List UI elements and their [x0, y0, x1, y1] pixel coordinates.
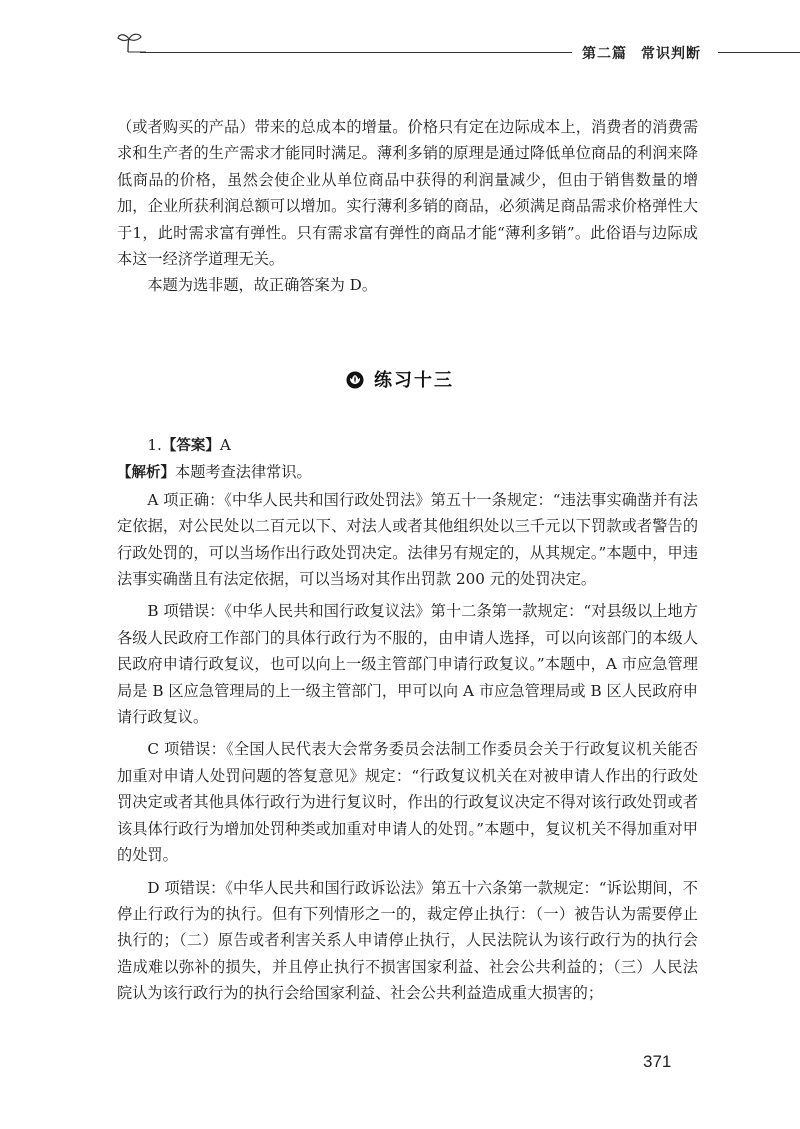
analysis-intro: 本题考查法律常识。 — [175, 463, 312, 482]
option-b-explanation: B 项错误：《中华人民共和国行政复议法》第十二条第一款规定：“对县级以上地方各级人民政府工作部门的具体行政行为不服的，由申请人选择，可以向该部门的本级人民政府申请行政复议，也可以向上一级主管部门申请行政复议。”本题中，A 市应急管理局是 B 区应急管理局的上一级主管部门，甲可以向 A 市应急管理局或 B 区人民政府申请行政复议。 — [117, 602, 698, 727]
continuation-text — [117, 114, 698, 299]
sprout-icon — [116, 30, 146, 54]
flower-bullet-icon — [346, 371, 364, 389]
option-d-explanation: D 项错误：《中华人民共和国行政诉讼法》第五十六条第一款规定：“诉讼期间，不停止行政行为的执行。但有下列情形之一的，裁定停止执行：（一）被告认为需要停止执行的；（二）原告或者利害关系人申请停止执行，人民法院认为该行政行为的执行会造成难以弥补的损失，并且停止执行不损害国家利益、社会公共利益的；（三）人民法院认为该行政行为的执行会给国家利益、社会公共利益造成重大损害的； — [117, 878, 698, 1003]
running-header — [582, 43, 701, 63]
header-part: 第二篇 — [582, 46, 627, 62]
answer-conclusion: 本题为选非题，故正确答案为 D。 — [147, 276, 378, 295]
option-a-explanation: A 项正确：《中华人民共和国行政处罚法》第五十一条规定：“违法事实确凿并有法定依据，对公民处以二百元以下、对法人或者其他组织处以三千元以下罚款或者警告的行政处罚的，可以当场作出行政处罚决定。法律另有规定的，从其规定。”本题中，甲违法事实确凿且有法定依据，可以当场对其作出罚款 200 元的处罚决定。 — [117, 490, 698, 589]
page-number: 371 — [643, 1052, 672, 1071]
header-rule-left — [140, 52, 572, 53]
section-title: 练习十三 — [374, 370, 454, 391]
header-title: 常识判断 — [641, 46, 701, 62]
continuation-paragraph: （或者购买的产品）带来的总成本的增量。价格只有定在边际成本上，消费者的消费需求和生产者的生产需求才能同时满足。薄利多销的原理是通过降低单位商品的利润来降低商品的价格，虽然会使企业从单位商品中获得的利润量减少，但由于销售数量的增加，企业所获利润总额可以增加。实行薄利多销的商品，必须满足商品需求价格弹性大于1，此时需求富有弹性。只有需求富有弹性的商品才能“薄利多销”。此俗语与边际成本这一经济学道理无关。 — [117, 118, 698, 269]
answer-line — [117, 432, 698, 459]
question-number: 1. — [147, 436, 162, 454]
analysis-label: 【解析】 — [117, 465, 175, 482]
answer-value: A — [219, 436, 231, 454]
section-heading — [0, 366, 800, 392]
header-rule-right — [718, 52, 800, 53]
option-c-explanation: C 项错误：《全国人民代表大会常务委员会法制工作委员会关于行政复议机关能否加重对申请人处罚问题的答复意见》规定：“行政复议机关在对被申请人作出的行政处罚决定或者其他具体行政行为进行复议时，作出的行政复议决定不得对该行政处罚或者该具体行政行为增加处罚种类或加重对申请人的处罚。”本题中，复议机关不得加重对甲的处罚。 — [117, 740, 698, 865]
answer-label: 【答案】 — [161, 438, 220, 454]
question-1-block — [117, 432, 698, 1013]
analysis-line — [117, 459, 698, 486]
